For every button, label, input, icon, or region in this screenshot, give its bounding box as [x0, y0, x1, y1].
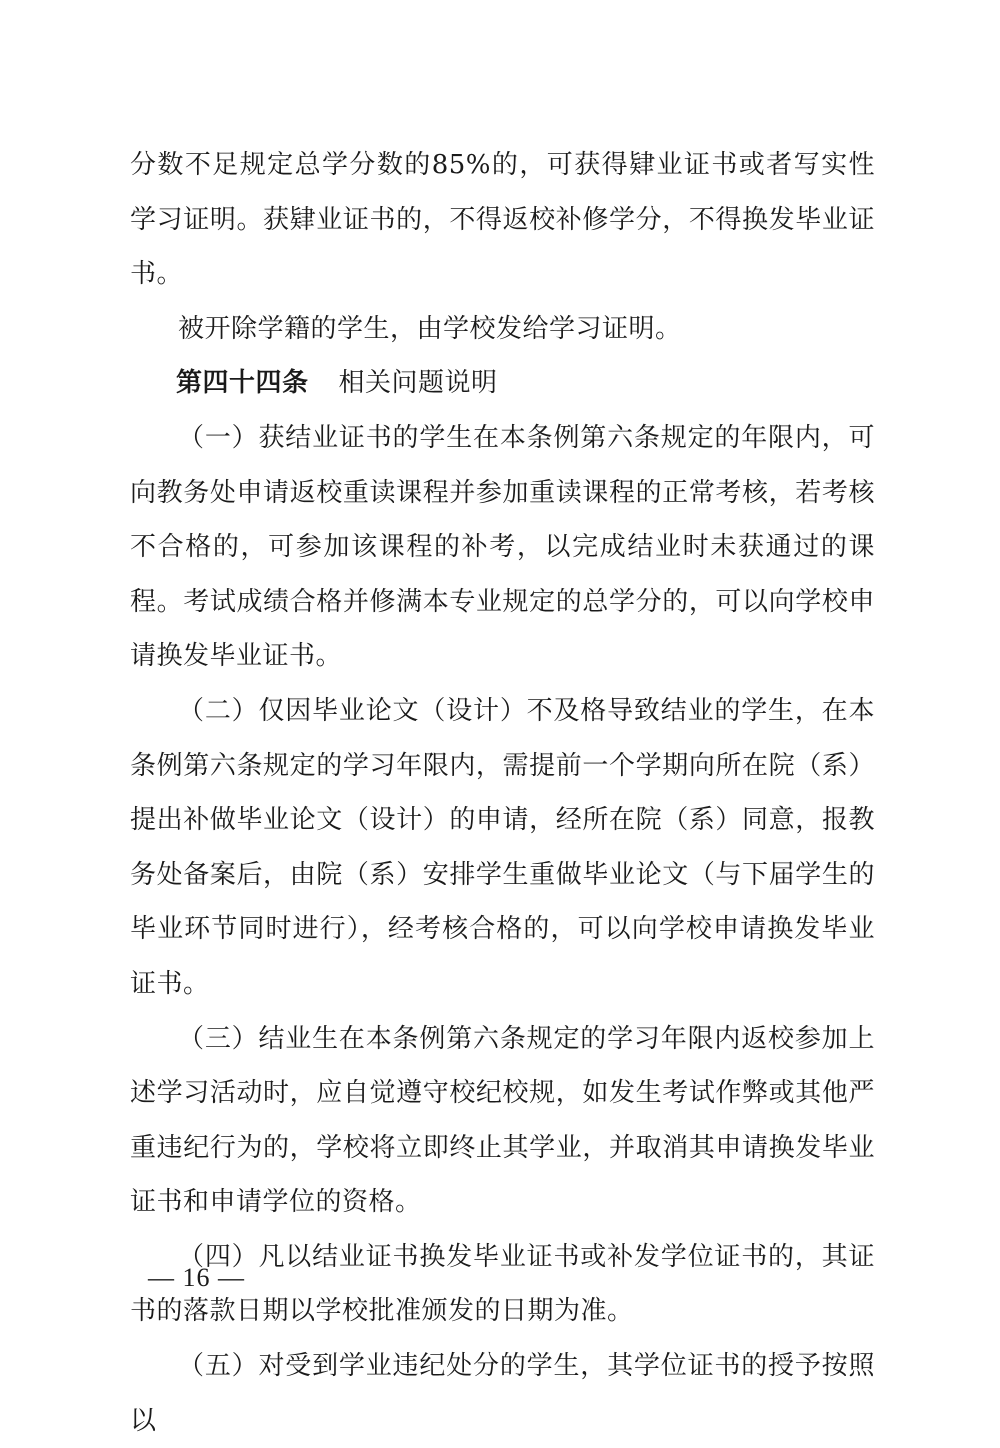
document-body [130, 138, 875, 1448]
article-number: 第四十四条 [176, 368, 309, 399]
paragraph-item-2: （二）仅因毕业论文（设计）不及格导致结业的学生，在本条例第六条规定的学习年限内，需提前一个学期向所在院（系）提出补做毕业论文（设计）的申请，经所在院（系）同意，报教务处备案后，由院（系）安排学生重做毕业论文（与下届学生的毕业环节同时进行），经考核合格的，可以向学校申请换发毕业证书。 [130, 695, 875, 999]
paragraph-expulsion: 被开除学籍的学生，由学校发给学习证明。 [178, 313, 682, 344]
article-heading [130, 356, 875, 411]
paragraph-item-5: （五）对受到学业违纪处分的学生，其学位证书的授予按照以 [130, 1351, 875, 1436]
paragraph-item-4: （四）凡以结业证书换发毕业证书或补发学位证书的，其证书的落款日期以学校批准颁发的日期为准。 [130, 1241, 875, 1327]
paragraph-continuation: 分数不足规定总学分数的85%的，可获得肄业证书或者写实性学习证明。获肄业证书的，不得返校补修学分，不得换发毕业证书。 [130, 150, 875, 290]
paragraph-item-1: （一）获结业证书的学生在本条例第六条规定的年限内，可向教务处申请返校重读课程并参加重读课程的正常考核，若考核不合格的，可参加该课程的补考，以完成结业时未获通过的课程。考试成绩合格并修满本专业规定的总学分的，可以向学校申请换发毕业证书。 [130, 422, 875, 672]
page-number: — 16 — [148, 1263, 245, 1292]
article-title: 相关问题说明 [338, 368, 498, 399]
paragraph-item-3: （三）结业生在本条例第六条规定的学习年限内返校参加上述学习活动时，应自觉遵守校纪校规，如发生考试作弊或其他严重违纪行为的，学校将立即终止其学业，并取消其申请换发毕业证书和申请学位的资格。 [130, 1023, 875, 1218]
